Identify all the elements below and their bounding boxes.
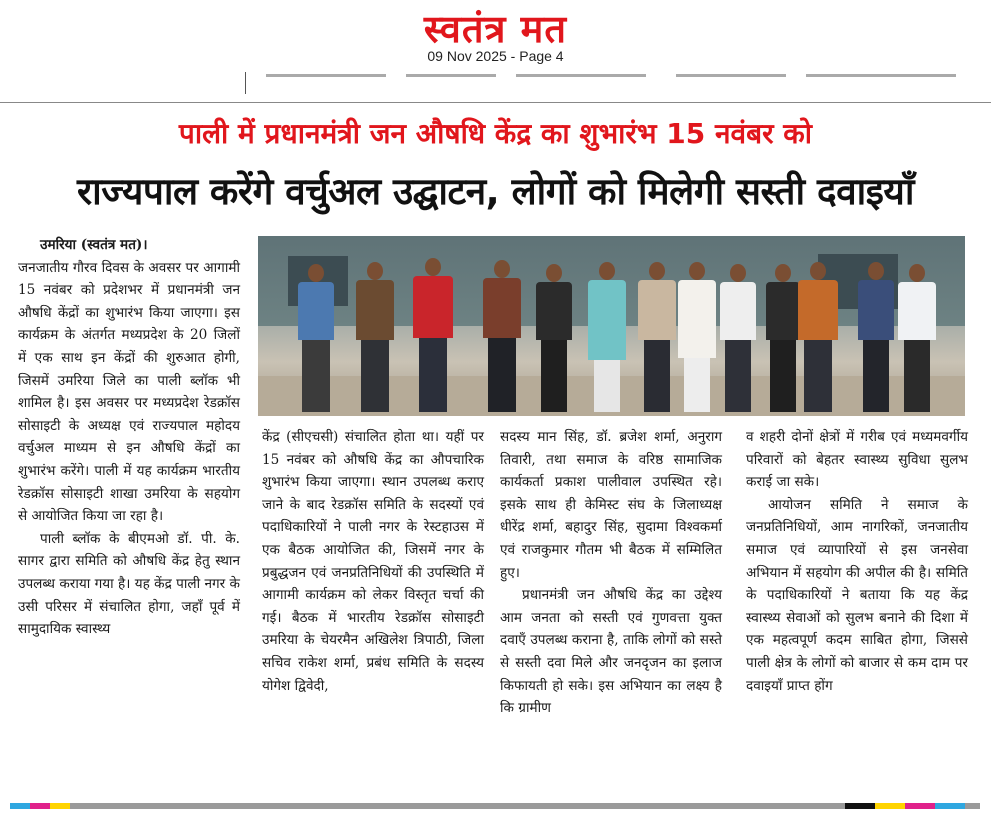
newspaper-logo: स्वतंत्र मत	[423, 7, 568, 51]
group-photo	[258, 236, 965, 416]
registration-mark	[905, 803, 935, 809]
paragraph: केंद्र (सीएचसी) संचालित होता था। यहीं पर 15 नवंबर को औषधि केंद्र का औपचारिक शुभारंभ किया जाएगा। स्थान उपलब्ध कराए जाने के बाद रेडक्रॉस समिति के सदस्यों एवं पदाधिकारियों ने पाली नगर के रेस्टहाउस में एक बैठक आयोजित की, जिसमें नगर के प्रबुद्धजन एवं जनप्रतिनिधियों की उपस्थिति में आगामी कार्यक्रम को लेकर विस्तृत चर्चा की गई। बैठक में भारतीय रेडक्रॉस सोसाइटी उमरिया के चेयरमैन अखिलेश त्रिपाठी, जिला सचिव राकेश शर्मा, प्रबंध समिति के सदस्य योगेश द्विवेदी,	[262, 429, 484, 694]
article-column-3	[500, 426, 722, 720]
registration-mark	[10, 803, 30, 809]
registration-mark	[875, 803, 905, 809]
registration-mark	[845, 803, 875, 809]
article-column-2	[262, 426, 484, 697]
registration-mark	[30, 803, 50, 809]
clipped-text-strip	[245, 72, 966, 94]
paragraph: सदस्य मान सिंह, डॉ. ब्रजेश शर्मा, अनुराग तिवारी, तथा समाज के वरिष्ठ सामाजिक कार्यकर्ता प्रकाश पालीवाल उपस्थित रहे। इसके साथ ही केमिस्ट संघ के जिलाध्यक्ष धीरेंद्र शर्मा, बहादुर सिंह, सुदामा विश्वकर्मा एवं राजकुमार गौतम भी बैठक में सम्मिलित हुए।	[500, 429, 722, 581]
article-column-4	[746, 426, 968, 697]
kicker-headline: पाली में प्रधानमंत्री जन औषधि केंद्र का शुभारंभ 15 नवंबर को	[178, 117, 813, 150]
page-bottom-rule	[10, 803, 980, 809]
dateline: उमरिया (स्वतंत्र मत)।	[40, 237, 148, 253]
paragraph: व शहरी दोनों क्षेत्रों में गरीब एवं मध्यमवर्गीय परिवारों को बेहतर स्वास्थ्य सुविधा सुलभ कराई जा सके।	[746, 429, 968, 491]
paragraph: प्रधानमंत्री जन औषधि केंद्र का उद्देश्य आम जनता को सस्ती एवं गुणवत्ता युक्त दवाएँ उपलब्ध कराना है, ताकि लोगों को सस्ते से सस्ती दवा मिले और जनदृजन का इलाज किफायती हो सके। इस अभियान का लक्ष्य है कि ग्रामीण	[500, 587, 722, 717]
paragraph: पाली ब्लॉक के बीएमओ डॉ. पी. के. सागर द्वारा समिति को औषधि केंद्र हेतु स्थान उपलब्ध कराया गया है। यह केंद्र पाली नगर के उसी परिसर में संचालित होगा, जहाँ पूर्व में सामुदायिक स्वास्थ्य	[18, 530, 240, 638]
main-headline: राज्यपाल करेंगे वर्चुअल उद्घाटन, लोगों को मिलेगी सस्ती दवाइयाँ	[77, 170, 914, 213]
registration-mark	[50, 803, 70, 809]
registration-mark	[935, 803, 965, 809]
masthead	[0, 0, 991, 72]
paragraph: जनजातीय गौरव दिवस के अवसर पर आगामी 15 नवंबर को प्रदेशभर में प्रधानमंत्री जन औषधि केंद्रों का शुभारंभ किया जाएगा। इस कार्यक्रम के अंतर्गत मध्यप्रदेश के 20 जिलों में एक साथ इन केंद्रों की शुरुआत होगी, जिसमें उमरिया जिले का पाली ब्लॉक भी शामिल है। इस अवसर पर मध्यप्रदेश रेडक्रॉस सोसाइटी के अध्यक्ष एवं राज्यपाल महोदय वर्चुअल माध्यम से इन औषधि केंद्रों का शुभारंभ करेंगे। पाली में यह कार्यक्रम भारतीय रेडक्रॉस सोसाइटी शाखा उमरिया के सहयोग से आयोजित किया जा रहा है।	[18, 259, 240, 525]
article-column-1	[18, 234, 240, 641]
paragraph: आयोजन समिति ने समाज के जनप्रतिनिधियों, आम नागरिकों, जनजातीय समाज एवं व्यापारियों से इस जनसेवा अभियान में सहयोग की अपील की है। समिति के पदाधिकारियों ने बताया कि यह केंद्र स्वास्थ्य सेवाओं को सुलभ बनाने की दिशा में एक महत्वपूर्ण कदम साबित होगा, जिससे पाली क्षेत्र के लोगों को बाजार से कम दाम पर दवाइयाँ प्राप्त होंग	[746, 496, 968, 694]
edition-date: 09 Nov 2025 - Page 4	[427, 48, 564, 64]
